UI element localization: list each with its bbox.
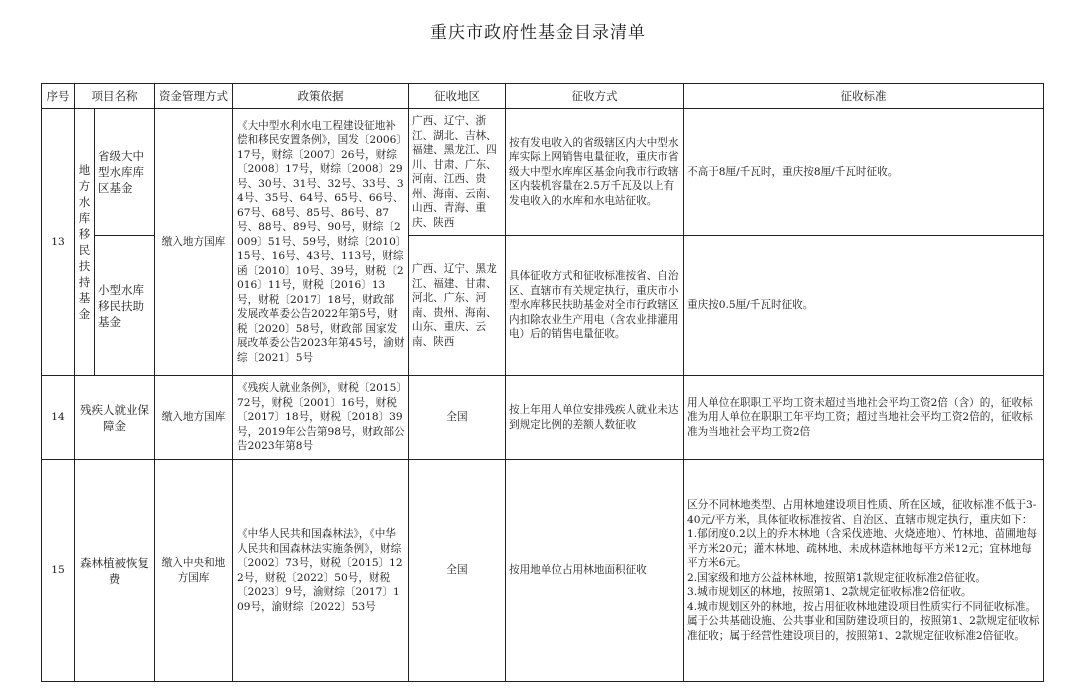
collection-method: 具体征收方式和征收标准按省、自治区、直辖市有关规定执行，重庆市小型水库移民扶助基金对全市行政辖区内扣除农业生产用电（含农业排灌用电）后的销售电量征收。 — [506, 236, 684, 376]
header-mgmt: 资金管理方式 — [155, 84, 233, 109]
collection-standard: 用人单位在职职工平均工资未超过当地社会平均工资2倍（含）的，征收标准为用人单位在职职工年平均工资；超过当地社会平均工资2倍的，征收标准为当地社会平均工资2倍 — [684, 376, 1044, 460]
page-title: 重庆市政府性基金目录清单 — [430, 23, 646, 43]
standard-line: 2.国家级和地方公益林林地，按照第1款规定征收标准2倍征收。 — [687, 571, 987, 584]
header-project-name: 项目名称 — [75, 84, 155, 109]
collection-method: 按上年用人单位安排残疾人就业未达到规定比例的差额人数征收 — [506, 376, 684, 460]
standard-line: 3.城市规划区的林地，按照第1、2款规定征收标准2倍征收。 — [687, 586, 972, 598]
header-row — [42, 84, 1044, 109]
header-region: 征收地区 — [409, 84, 506, 109]
row-no: 13 — [42, 109, 75, 376]
table-row — [42, 109, 1044, 236]
fund-name: 森林植被恢复费 — [75, 460, 155, 682]
policy-basis: 《残疾人就业条例》，财税〔2015〕72号，财税〔2001〕16号，财税〔2017〕18号，财税〔2018〕39号，2019年公告第98号，财政部公告2023年第8号 — [233, 376, 409, 460]
standard-line: 1.郁闭度0.2以上的乔木林地（含采伐迹地、火烧迹地）、竹林地、苗圃地每平方米20元；灌木林地、疏林地、未成林造林地每平方米12元；宜林地每平方米6元。 — [687, 528, 1038, 569]
mgmt-method: 缴入地方国库 — [155, 109, 233, 376]
collection-standard: 重庆按0.5厘/千瓦时征收。 — [684, 236, 1044, 376]
table-row — [42, 460, 1044, 682]
header-basis: 政策依据 — [233, 84, 409, 109]
header-standard: 征收标准 — [684, 84, 1044, 109]
collection-standard: 不高于8厘/千瓦时，重庆按8厘/千瓦时征收。 — [684, 109, 1044, 236]
header-no: 序号 — [42, 84, 75, 109]
collection-region: 广西、辽宁、黑龙江、福建、甘肃、河北、广东、河南、贵州、海南、山东、重庆、云南、陕西 — [409, 236, 506, 376]
collection-region: 全国 — [409, 376, 506, 460]
policy-basis: 《中华人民共和国森林法》，《中华人民共和国森林法实施条例》，财综〔2002〕73号，财税〔2015〕122号，财税〔2022〕50号，财税〔2023〕9号，渝财综〔2017〕109号，渝财综〔2022〕53号 — [233, 460, 409, 682]
collection-region: 广西、辽宁、浙江、湖北、吉林、福建、黑龙江、四川、甘肃、广东、河南、江西、贵州、海南、云南、山西、青海、重庆、陕西 — [409, 109, 506, 236]
mgmt-method: 缴入中央和地方国库 — [155, 460, 233, 682]
row-no: 14 — [42, 376, 75, 460]
table-row — [42, 376, 1044, 460]
collection-standard — [684, 460, 1044, 682]
header-method: 征收方式 — [506, 84, 684, 109]
sub-fund-name: 省级大中型水库库区基金 — [95, 109, 155, 236]
collection-region: 全国 — [409, 460, 506, 682]
fund-table — [41, 83, 1044, 682]
fund-name: 残疾人就业保障金 — [75, 376, 155, 460]
mgmt-method: 缴入地方国库 — [155, 376, 233, 460]
row-no: 15 — [42, 460, 75, 682]
sub-fund-name: 小型水库移民扶助基金 — [95, 236, 155, 376]
collection-method: 按用地单位占用林地面积征收 — [506, 460, 684, 682]
standard-line: 区分不同林地类型、占用林地建设项目性质、所在区域，征收标准不低于3-40元/平方米，具体征收标准按省、自治区、直辖市规定执行，重庆如下： — [687, 499, 1037, 526]
fund-group-name: 地方水库移民扶持基金 — [75, 109, 95, 376]
policy-basis: 《大中型水利水电工程建设征地补偿和移民安置条例》，国发〔2006〕17号，财综〔2007〕26号，财综〔2008〕17号，财综〔2008〕29号、30号、31号、32号、33号、34号、35号、64号、65号、66号、67号、68号、85号、86号、87号、88号、89号、90号，财综〔2009〕51号、59号，财综〔2010〕15号、16号、43号、113号，财综函〔2010〕10号、39号，财税〔2016〕11号，财税〔2016〕13号，财税〔2017〕18号，财政部 发展改革委公告2022年第5号，财税〔2020〕58号，财政部 国家发展改革委公告2023年第45号，渝财综〔2021〕5号 — [233, 109, 409, 376]
standard-line: 4.城市规划区外的林地，按占用征收林地建设项目性质实行不同征收标准。属于公共基础设施、公共事业和国防建设项目的，按照第1、2款规定征收标准征收；属于经营性建设项目的，按照第1、2款规定征收标准2倍征收。 — [687, 600, 1040, 642]
collection-method: 按有发电收入的省级辖区内大中型水库实际上网销售电量征收，重庆市省级大中型水库库区基金向我市行政辖区内装机容量在2.5万千瓦及以上有发电收入的水库和水电站征收。 — [506, 109, 684, 236]
